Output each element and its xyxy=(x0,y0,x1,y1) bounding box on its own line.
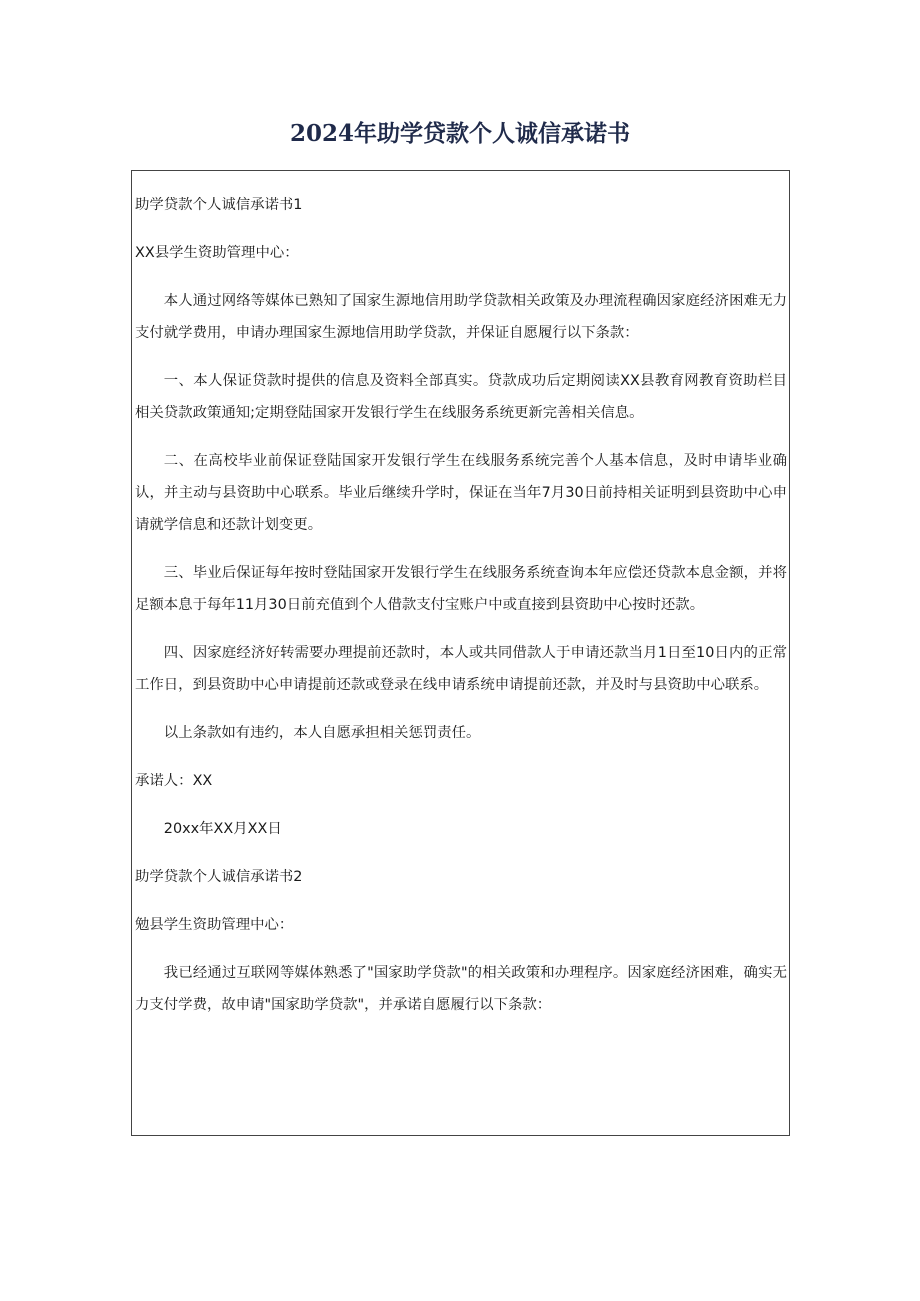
section-heading-2: 助学贷款个人诚信承诺书2 xyxy=(135,869,303,885)
salutation-1: XX县学生资助管理中心： xyxy=(135,245,299,261)
sign-date: 20xx年XX月XX日 xyxy=(163,821,282,837)
clause-3: 三、毕业后保证每年按时登陆国家开发银行学生在线服务系统查询本年应偿还贷款本息金额，并将足额本息于每年11月30日前充值到个人借款支付宝账户中或直接到县资助中心按时还款。 xyxy=(135,565,787,613)
document-body xyxy=(135,189,787,1037)
section-heading-1: 助学贷款个人诚信承诺书1 xyxy=(135,197,303,213)
document-frame xyxy=(131,170,790,1136)
clause-4: 四、因家庭经济好转需要办理提前还款时，本人或共同借款人于申请还款当月1日至10日内的正常工作日，到县资助中心申请提前还款或登录在线申请系统申请提前还款，并及时与县资助中心联系。 xyxy=(135,645,787,693)
salutation-2: 勉县学生资助管理中心： xyxy=(135,917,294,933)
intro-paragraph-1: 本人通过网络等媒体已熟知了国家生源地信用助学贷款相关政策及办理流程确因家庭经济困难无力支付就学费用，申请办理国家生源地信用助学贷款，并保证自愿履行以下条款： xyxy=(135,293,787,341)
clause-1: 一、本人保证贷款时提供的信息及资料全部真实。贷款成功后定期阅读XX县教育网教育资助栏目相关贷款政策通知;定期登陆国家开发银行学生在线服务系统更新完善相关信息。 xyxy=(135,373,787,421)
clause-2: 二、在高校毕业前保证登陆国家开发银行学生在线服务系统完善个人基本信息，及时申请毕业确认，并主动与县资助中心联系。毕业后继续升学时，保证在当年7月30日前持相关证明到县资助中心申请就学信息和还款计划变更。 xyxy=(135,453,787,533)
signatory: 承诺人：XX xyxy=(135,773,213,789)
intro-paragraph-2: 我已经通过互联网等媒体熟悉了"国家助学贷款"的相关政策和办理程序。因家庭经济困难，确实无力支付学费，故申请"国家助学贷款"，并承诺自愿履行以下条款： xyxy=(135,965,787,1013)
closing-statement: 以上条款如有违约，本人自愿承担相关惩罚责任。 xyxy=(163,725,481,741)
document-title: 2024年助学贷款个人诚信承诺书 xyxy=(289,120,630,147)
